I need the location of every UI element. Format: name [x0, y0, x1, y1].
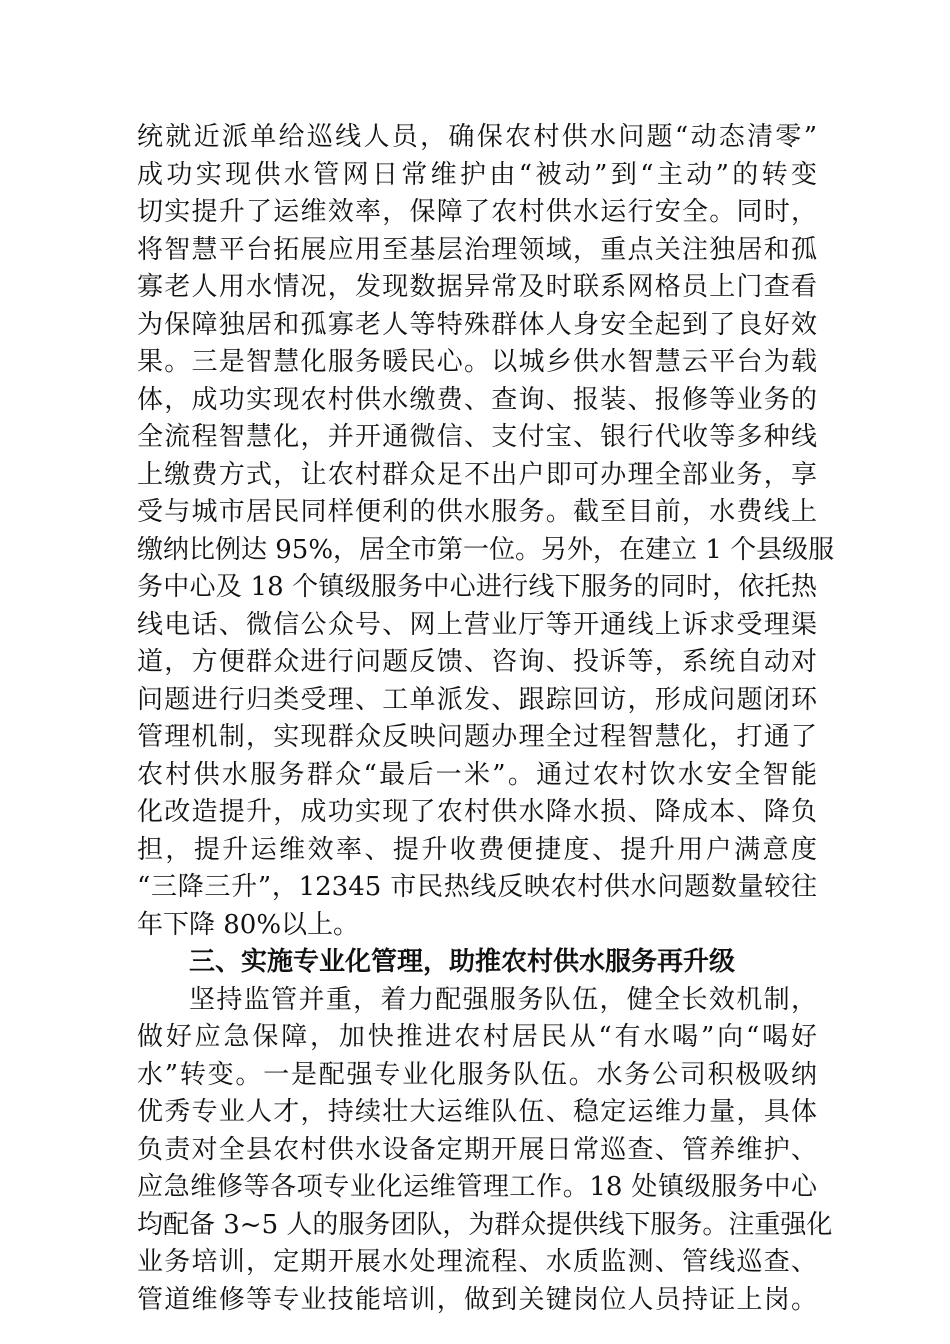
text-line: 道，方便群众进行问题反馈、咨询、投诉等，系统自动对: [137, 647, 817, 677]
text-line: “三降三升”，12345 市民热线反映农村供水问题数量较往: [137, 872, 817, 902]
text-line: 管道维修等专业技能培训，做到关键岗位人员持证上岗。: [137, 1284, 817, 1315]
text-line: 统就近派单给巡线人员，确保农村供水问题“动态清零”: [137, 122, 817, 152]
section-heading: 三、实施专业化管理，助推农村供水服务再升级: [189, 947, 736, 977]
text-line: 缴纳比例达 95%，居全市第一位。另外，在建立 1 个县级服: [137, 534, 835, 565]
text-line: 年下降 80%以上。: [137, 909, 360, 940]
text-line: 线电话、微信公众号、网上营业厅等开通线上诉求受理渠: [137, 609, 817, 640]
text-line: 管理机制，实现群众反映问题办理全过程智慧化，打通了: [137, 722, 817, 752]
text-line: 受与城市居民同样便利的供水服务。截至目前，水费线上: [137, 497, 817, 527]
text-line: 为保障独居和孤寡老人等特殊群体人身安全起到了良好效: [137, 309, 817, 340]
text-line: 务中心及 18 个镇级服务中心进行线下服务的同时，依托热: [137, 572, 817, 602]
text-line: 均配备 3~5 人的服务团队，为群众提供线下服务。注重强化: [137, 1209, 833, 1240]
text-line: 业务培训，定期开展水处理流程、水质监测、管线巡查、: [137, 1247, 817, 1277]
text-line: 担，提升运维效率、提升收费便捷度、提升用户满意度: [137, 834, 817, 865]
text-line: 成功实现供水管网日常维护由“被动”到“主动”的转变: [137, 159, 817, 190]
text-line: 坚持监管并重，着力配强服务队伍，健全长效机制，: [189, 984, 817, 1015]
text-line: 将智慧平台拓展应用至基层治理领域，重点关注独居和孤: [137, 234, 817, 265]
text-line: 上缴费方式，让农村群众足不出户即可办理全部业务，享: [137, 459, 817, 490]
text-line: 切实提升了运维效率，保障了农村供水运行安全。同时，: [137, 197, 817, 227]
text-line: 负责对全县农村供水设备定期开展日常巡查、管养维护、: [137, 1134, 817, 1165]
text-line: 农村供水服务群众“最后一米”。通过农村饮水安全智能: [137, 759, 817, 790]
body-text: [137, 119, 835, 1319]
text-line: 优秀专业人才，持续壮大运维队伍、稳定运维力量，具体: [137, 1097, 817, 1127]
text-line: 问题进行归类受理、工单派发、跟踪回访，形成问题闭环: [137, 684, 817, 715]
text-line: 体，成功实现农村供水缴费、查询、报装、报修等业务的: [137, 384, 817, 415]
text-line: 应急维修等各项专业化运维管理工作。18 处镇级服务中心: [137, 1172, 817, 1202]
text-line: 化改造提升，成功实现了农村供水降水损、降成本、降负: [137, 797, 817, 827]
text-line: 水”转变。一是配强专业化服务队伍。水务公司积极吸纳: [137, 1059, 817, 1090]
text-line: 做好应急保障，加快推进农村居民从“有水喝”向“喝好: [137, 1022, 817, 1052]
text-line: 全流程智慧化，并开通微信、支付宝、银行代收等多种线: [137, 422, 817, 452]
text-line: 寡老人用水情况，发现数据异常及时联系网格员上门查看: [137, 272, 817, 302]
text-line: 果。三是智慧化服务暖民心。以城乡供水智慧云平台为载: [137, 347, 817, 377]
